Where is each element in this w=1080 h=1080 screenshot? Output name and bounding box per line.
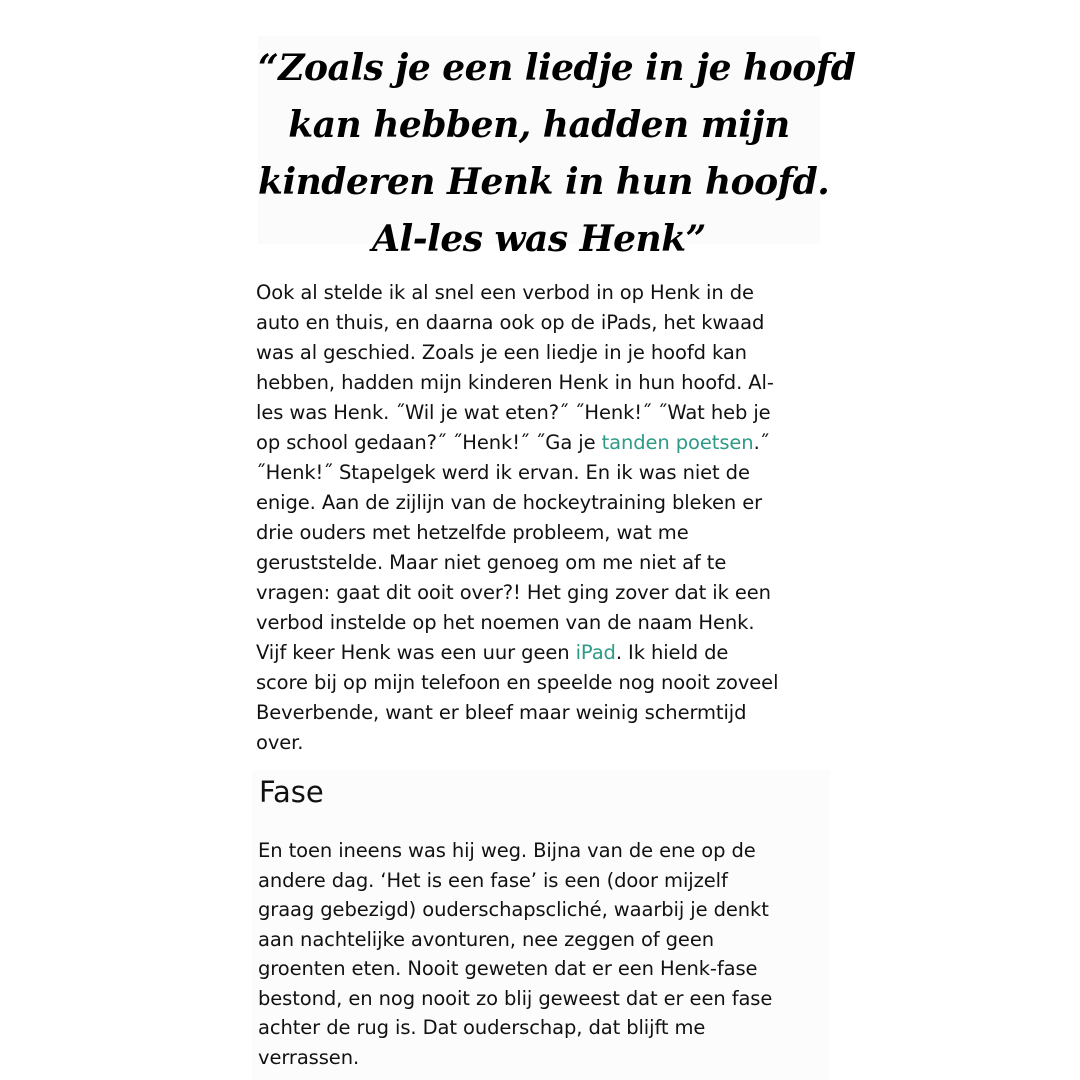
paragraph-line: les was Henk. ˝Wil je wat eten?˝ ˝Henk!˝ ˝Wat heb je xyxy=(256,401,771,424)
pull-quote-line: kan hebben, hadden mijn xyxy=(288,104,790,146)
paragraph-line: ˝Henk!˝ Stapelgek werd ik ervan. En ik was niet de xyxy=(256,461,750,484)
section-heading: Fase xyxy=(259,775,324,809)
article-paragraph xyxy=(256,278,830,758)
paragraph-line: vragen: gaat dit ooit over?! Het ging zover dat ik een xyxy=(256,581,771,604)
paragraph-line: achter de rug is. Dat ouderschap, dat blijft me xyxy=(258,1016,706,1039)
paragraph-line: andere dag. ‘Het is een fase’ is een (door mijzelf xyxy=(258,868,728,892)
paragraph-text: op school gedaan?˝ ˝Henk!˝ ˝Ga je xyxy=(256,431,602,454)
paragraph-line: score bij op mijn telefoon en speelde nog nooit zoveel xyxy=(256,671,779,694)
paragraph-line: drie ouders met hetzelfde probleem, wat me xyxy=(256,521,689,544)
paragraph-line: aan nachtelijke avonturen, nee zeggen of geen xyxy=(258,927,714,951)
paragraph-line: graag gebezigd) ouderschapscliché, waarbij je denkt xyxy=(258,898,769,921)
paragraph-line: verbod instelde op het noemen van de naam Henk. xyxy=(256,611,755,634)
paragraph-line: bestond, en nog nooit zo blij geweest dat er een fase xyxy=(258,986,773,1010)
pull-quote-line: kinderen Henk in hun hoofd. xyxy=(258,161,830,203)
paragraph-line: Beverbende, want er bleef maar weinig schermtijd xyxy=(256,701,747,724)
paragraph-line: En toen ineens was hij weg. Bijna van de ene op de xyxy=(258,839,756,862)
pull-quote-line: Al-les was Henk” xyxy=(372,218,706,260)
tanden-poetsen-link[interactable]: tanden poetsen xyxy=(601,431,754,454)
ipad-link[interactable]: iPad xyxy=(575,641,616,664)
pull-quote-text xyxy=(258,36,856,268)
paragraph-line xyxy=(256,638,830,668)
paragraph-line xyxy=(256,428,830,458)
section-fase xyxy=(252,770,830,1080)
paragraph-line: over. xyxy=(256,731,304,754)
paragraph-text: Vijf keer Henk was een uur geen xyxy=(256,641,576,664)
paragraph-line: was al geschied. Zoals je een liedje in je hoofd kan xyxy=(256,341,747,364)
paragraph-line: Ook al stelde ik al snel een verbod in op Henk in de xyxy=(256,281,754,304)
paragraph-line: enige. Aan de zijlijn van de hockeytraining bleken er xyxy=(256,491,763,514)
paragraph-text: . Ik hield de xyxy=(615,641,729,664)
paragraph-line: verrassen. xyxy=(258,1045,360,1069)
paragraph-line: hebben, hadden mijn kinderen Henk in hun hoofd. Al- xyxy=(256,371,774,394)
pull-quote-line: “Zoals je een liedje in je hoofd xyxy=(258,47,856,89)
paragraph-line: geruststelde. Maar niet genoeg om me niet af te xyxy=(256,551,727,574)
paragraph-text: .˝ xyxy=(753,431,770,454)
paragraph-line: auto en thuis, en daarna ook op de iPads, het kwaad xyxy=(256,311,765,334)
pull-quote xyxy=(258,36,856,260)
section-paragraph xyxy=(258,836,828,1072)
paragraph-line: groenten eten. Nooit geweten dat er een Henk-fase xyxy=(258,957,758,980)
